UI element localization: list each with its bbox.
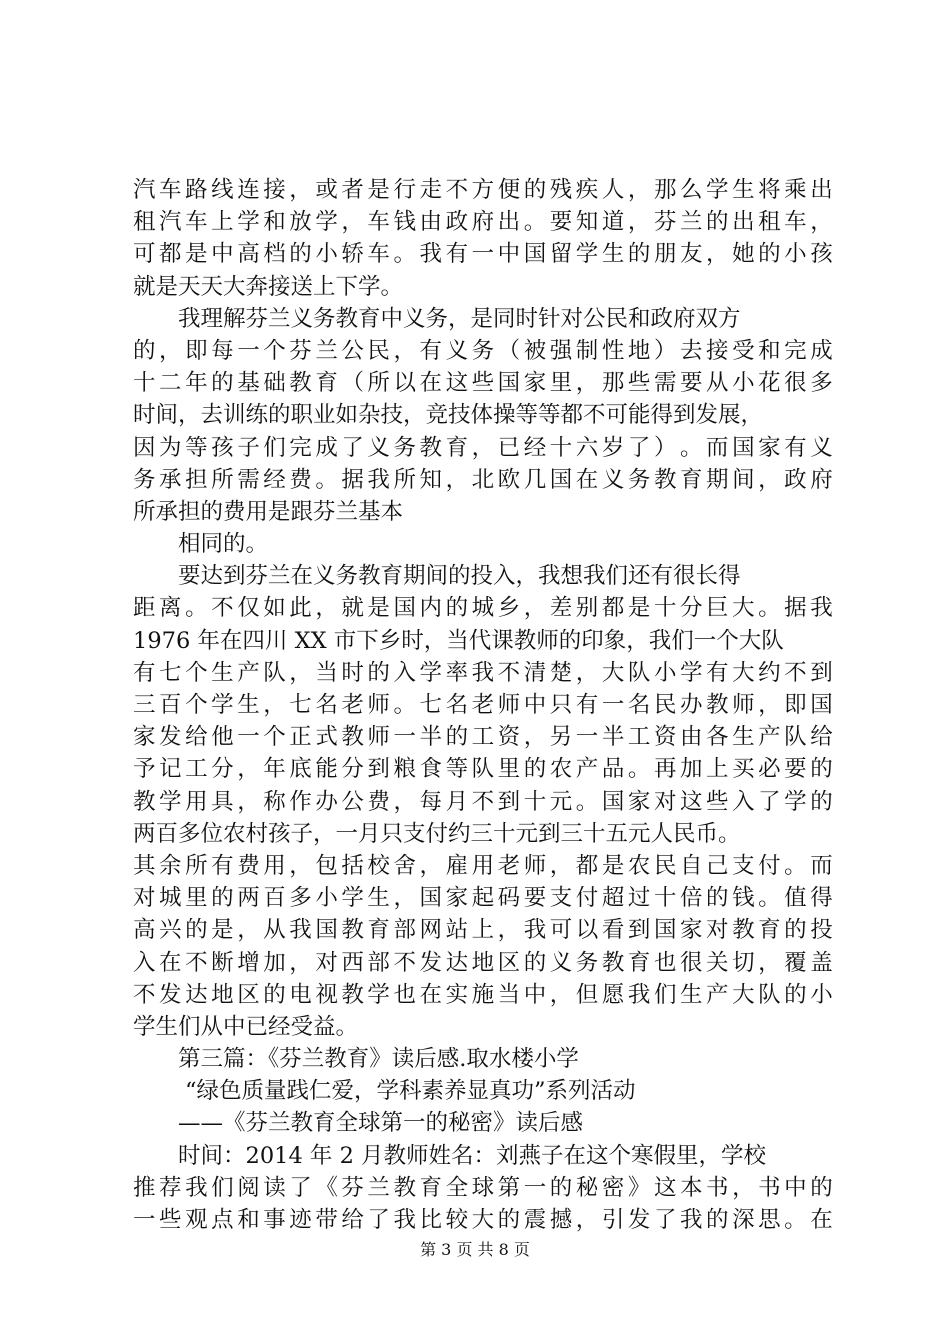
text-line: 对 城 里 的 两 百 多 小 学 生 ， 国 家 起 码 要 支 付 超 过 十 倍 的 钱 。 值 得 [133,885,833,912]
text-line: 务 承 担 所 需 经 费 。 据 我 所 知 ， 北 欧 几 国 在 义 务 教 育 期 间 ， 政 府 [133,466,833,493]
text-line: 我理解芬兰义务教育中义务，是同时针对公民和政府双方 [178,305,741,332]
text-line: 两百多位农村孩子，一月只支付约三十元到三十五元人民币。 [133,820,741,847]
text-line: 有 七 个 生 产 队 ， 当 时 的 入 学 率 我 不 清 楚 ， 大 队 小 学 有 大 约 不 到 [133,659,833,686]
text-line: 推 荐 我 们 阅 读 了 《 芬 兰 教 育 全 球 第 一 的 秘 密 》 这 本 书 ， 书 中 的 [133,1174,833,1201]
text-line: 其 余 所 有 费 用 ， 包 括 校 舍 ， 雇 用 老 师 ， 都 是 农 民 自 己 支 付 。 而 [133,852,833,879]
body-text [133,174,833,1236]
text-line: 三 百 个 学 生 ， 七 名 老 师 。 七 名 老 师 中 只 有 一 名 民 办 教 师 ， 即 国 [133,692,833,718]
activity-title: “绿色质量践仁爱，学科素养显真功”系列活动 [185,1078,636,1105]
section-heading: 第三篇：《芬兰教育》读后感.取水楼小学 [178,1046,579,1073]
text-line: 一 些 观 点 和 事 迹 带 给 了 我 比 较 大 的 震 撼 ， 引 发 了 我 的 深 思 。 在 [133,1207,833,1233]
page-footer: 第 3 页 共 8 页 [420,1240,530,1259]
text-line: 因 为 等 孩 子 们 完 成 了 义 务 教 育 ， 已 经 十 六 岁 了 ） 。 而 国 家 有 义 [133,434,833,461]
text-line: 学生们从中已经受益。 [133,1013,359,1040]
text-line: 入 在 不 断 增 加 ， 对 西 部 不 发 达 地 区 的 义 务 教 育 也 很 关 切 ， 覆 盖 [133,949,833,976]
text-line: 家 发 给 他 一 个 正 式 教 师 一 半 的 工 资 ， 另 一 半 工 资 由 各 生 产 队 给 [133,724,833,751]
text-line: 不 发 达 地 区 的 电 视 教 学 也 在 实 施 当 中 ， 但 愿 我 们 生 产 大 队 的 小 [133,981,833,1008]
text-line: 的 ， 即 每 一 个 芬 兰 公 民 ， 有 义 务 （ 被 强 制 性 地 ） 去 接 受 和 完 成 [133,337,833,364]
text-line: 距 离 。 不 仅 如 此 ， 就 是 国 内 的 城 乡 ， 差 别 都 是 十 分 巨 大 。 据 我 [133,595,833,622]
text-line: 高 兴 的 是 ， 从 我 国 教 育 部 网 站 上 ， 我 可 以 看 到 国 家 对 教 育 的 投 [133,917,833,944]
text-line: 相同的。 [178,531,269,558]
text-line: 予 记 工 分 ， 年 底 能 分 到 粮 食 等 队 里 的 农 产 品 。 再 加 上 买 必 要 的 [133,756,833,783]
text-line: 汽 车 路 线 连 接 ， 或 者 是 行 走 不 方 便 的 残 疾 人 ， 那 么 学 生 将 乘 出 [133,177,833,203]
text-line: 时间，去训练的职业如杂技，竞技体操等等都不可能得到发展， [133,402,764,429]
text-line: 所承担的费用是跟芬兰基本 [133,498,404,525]
text-line: 时间：2014 年 2 月教师姓名：刘燕子在这个寒假里，学校 [178,1142,767,1169]
text-line: 就是天天大奔接送上下学。 [133,273,404,300]
text-line: 十 二 年 的 基 础 教 育 （ 所 以 在 这 些 国 家 里 ， 那 些 需 要 从 小 花 很 多 [133,370,833,397]
subtitle: ——《芬兰教育全球第一的秘密》读后感 [178,1110,584,1137]
text-line: 可 都 是 中 高 档 的 小 轿 车 。 我 有 一 中 国 留 学 生 的 朋 友 ， 她 的 小 孩 [133,241,833,268]
text-line: 教 学 用 具 ， 称 作 办 公 费 ， 每 月 不 到 十 元 。 国 家 对 这 些 入 了 学 的 [133,788,833,815]
text-line: 1976 年在四川 XX 市下乡时，当代课教师的印象，我们一个大队 [133,627,784,654]
text-line: 租 汽 车 上 学 和 放 学 ， 车 钱 由 政 府 出 。 要 知 道 ， 芬 兰 的 出 租 车 ， [133,209,833,236]
text-line: 要达到芬兰在义务教育期间的投入，我想我们还有很长得 [178,563,741,590]
